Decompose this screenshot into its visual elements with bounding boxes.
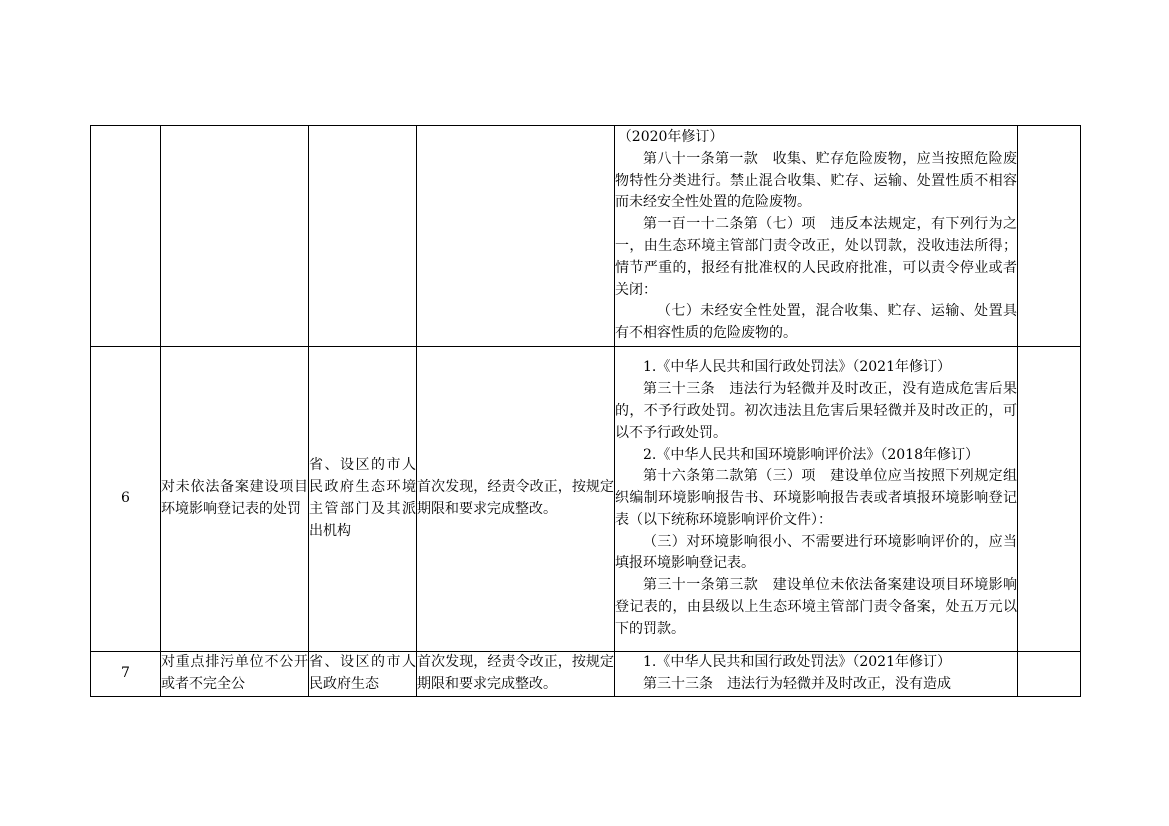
table-row [91,347,1081,652]
basis-paragraph: 第八十一条第一款 收集、贮存危险废物，应当按照危险废物特性分类进行。禁止混合收集、贮存、运输、处置性质不相容而未经安全性处置的危险废物。 [615,150,1017,211]
row-number [91,126,161,347]
enforcement-agency [309,126,417,347]
remark [1018,652,1081,697]
basis-paragraph: （七）未经安全性处置，混合收集、贮存、运输、处置具有不相容性质的危险废物的。 [615,303,1017,342]
legal-basis [615,126,1018,347]
exemption-condition [417,126,615,347]
exemption-condition: 首次发现，经责令改正，按规定期限和要求完成整改。 [417,347,615,652]
table-row [91,126,1081,347]
row-number: 7 [91,652,161,697]
basis-paragraph: （三）对环境影响很小、不需要进行环境影响评价的，应当填报环境影响登记表。 [615,533,1017,572]
penalty-exemption-table [90,125,1081,697]
basis-paragraph: 1.《中华人民共和国行政处罚法》（2021年修订） [643,654,951,671]
basis-paragraph: 2.《中华人民共和国环境影响评价法》（2018年修订） [643,446,979,463]
basis-paragraph: （2020年修订） [617,129,724,146]
basis-paragraph: 第十六条第二款第（三）项 建设单位应当按照下列规定组织编制环境影响报告书、环境影响报告表或者填报环境影响登记表（以下统称环境影响评价文件）： [615,468,1017,528]
exemption-condition: 首次发现，经责令改正，按规定期限和要求完成整改。 [417,652,615,697]
basis-paragraph: 第一百一十二条第（七）项 违反本法规定，有下列行为之一，由生态环境主管部门责令改正，处以罚款，没收违法所得；情节严重的，报经有批准权的人民政府批准，可以责令停业或者关闭： [615,216,1017,298]
basis-paragraph: 第三十一条第三款 建设单位未依法备案建设项目环境影响登记表的，由县级以上生态环境主管部门责令备案，处五万元以下的罚款。 [615,577,1017,637]
basis-paragraph: 第三十三条 违法行为轻微并及时改正，没有造成危害后果的，不予行政处罚。初次违法且危害后果轻微并及时改正的，可以不予行政处罚。 [615,381,1017,441]
violation-matter: 对重点排污单位不公开或者不完全公 [161,652,309,697]
basis-paragraph: 1.《中华人民共和国行政处罚法》（2021年修订） [643,359,951,376]
row-number: 6 [91,347,161,652]
violation-matter [161,126,309,347]
violation-matter: 对未依法备案建设项目环境影响登记表的处罚 [161,347,309,652]
legal-basis [615,652,1018,697]
basis-paragraph: 第三十三条 违法行为轻微并及时改正，没有造成 [643,676,951,692]
enforcement-agency: 省、设区的市人民政府生态 [309,652,417,697]
remark [1018,126,1081,347]
enforcement-agency: 省、设区的市人民政府生态环境主管部门及其派出机构 [309,347,417,652]
legal-basis [615,347,1018,652]
table-row [91,652,1081,697]
remark [1018,347,1081,652]
